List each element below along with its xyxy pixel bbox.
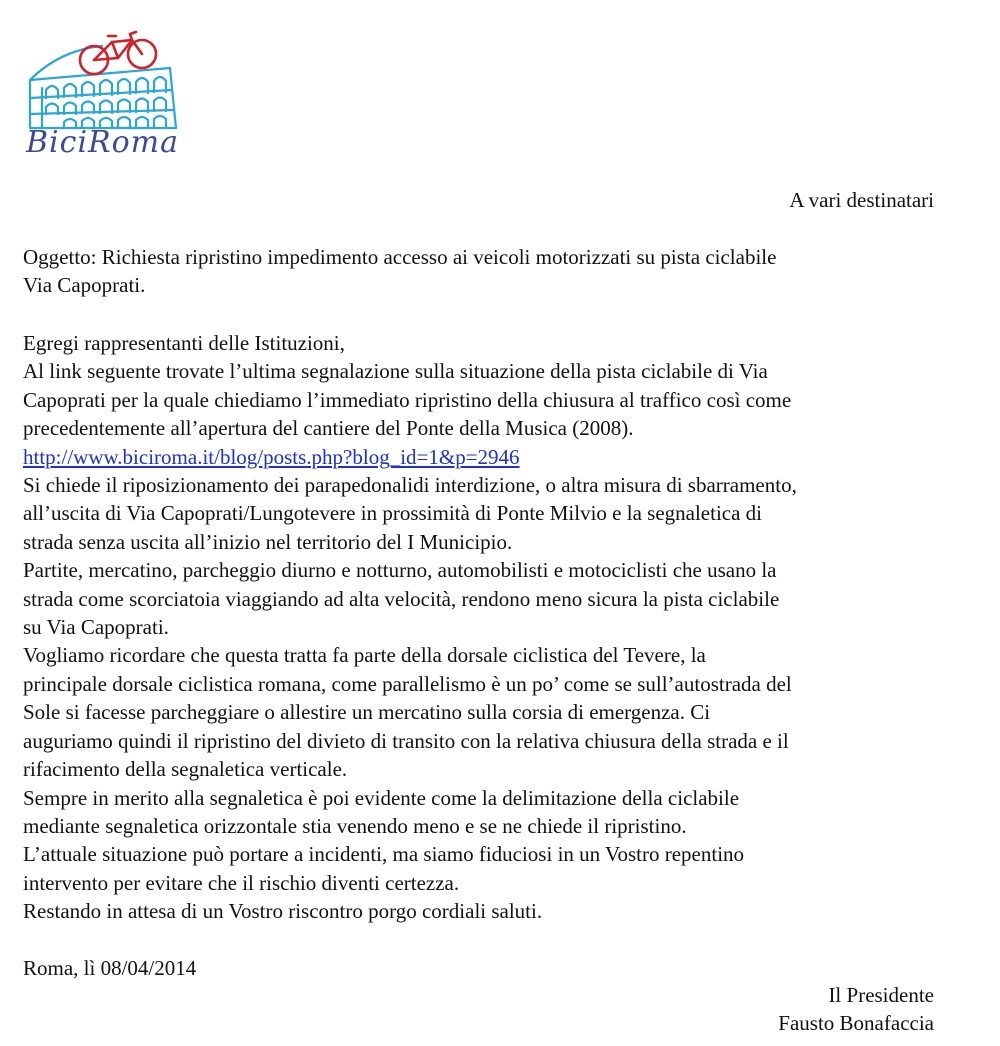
body-line: principale dorsale ciclistica romana, come parallelismo è un po’ come se sull’autostrada del <box>23 671 792 696</box>
svg-text:BiciRoma: BiciRoma <box>26 125 180 160</box>
body-line: Capoprati per la quale chiediamo l’immediato ripristino della chiusura al traffico così come <box>23 387 792 412</box>
body-line: auguriamo quindi il ripristino del divieto di transito con la relativa chiusura della strada e il <box>23 728 789 753</box>
body-line: strada come scorciatoia viaggiando ad alta velocità, rendono meno sicura la pista ciclabile <box>23 586 780 611</box>
body-line: Si chiede il riposizionamento dei parapedonalidi interdizione, o altra misura di sbarramento, <box>23 473 797 498</box>
blog-post-link[interactable]: http://www.biciroma.it/blog/posts.php?blog_id=1&p=2946 <box>23 444 520 469</box>
subject-line: Oggetto: Richiesta ripristino impedimento accesso ai veicoli motorizzati su pista ciclabile <box>23 245 777 269</box>
recipient-line: A vari destinatari <box>789 188 934 212</box>
body-line: Sole si facesse parcheggiare o allestire un mercatino sulla corsia di emergenza. Ci <box>23 700 711 725</box>
subject-line: Via Capoprati. <box>23 273 146 298</box>
body-line: Al link seguente trovate l’ultima segnalazione sulla situazione della pista ciclabile di Via <box>23 359 768 384</box>
signatory-name: Fausto Bonafaccia <box>778 1011 934 1036</box>
body-line: precedentemente all’apertura del cantiere del Ponte della Musica (2008). <box>23 416 634 441</box>
signatory-role: Il Presidente <box>828 983 934 1007</box>
body-line: mediante segnaletica orizzontale stia venendo meno e se ne chiede il ripristino. <box>23 813 687 838</box>
subject-block <box>23 243 953 300</box>
signature-block <box>778 981 934 1038</box>
place-and-date: Roma, lì 08/04/2014 <box>23 956 197 980</box>
body-line: intervento per evitare che il rischio diventi certezza. <box>23 870 460 895</box>
body-line: rifacimento della segnaletica verticale. <box>23 757 348 782</box>
body-line: Vogliamo ricordare che questa tratta fa parte della dorsale ciclistica del Tevere, la <box>23 643 706 668</box>
body-line: Partite, mercatino, parcheggio diurno e notturno, automobilisti e motociclisti che usano la <box>23 558 777 583</box>
body-line: su Via Capoprati. <box>23 615 169 640</box>
body-line: L’attuale situazione può portare a incidenti, ma siamo fiduciosi in un Vostro repentino <box>23 842 745 867</box>
letter-body <box>23 329 958 926</box>
body-line: Restando in attesa di un Vostro riscontro porgo cordiali saluti. <box>23 899 543 924</box>
biciroma-logo <box>20 28 180 160</box>
body-line: all’uscita di Via Capoprati/Lungotevere in prossimità di Ponte Milvio e la segnaletica di <box>23 501 763 526</box>
body-line: Sempre in merito alla segnaletica è poi evidente come la delimitazione della ciclabile <box>23 785 740 810</box>
colosseum-bicycle-logo-icon <box>20 28 180 160</box>
body-line: strada senza uscita all’inizio nel territorio del I Municipio. <box>23 529 513 554</box>
salutation: Egregi rappresentanti delle Istituzioni, <box>23 331 345 355</box>
